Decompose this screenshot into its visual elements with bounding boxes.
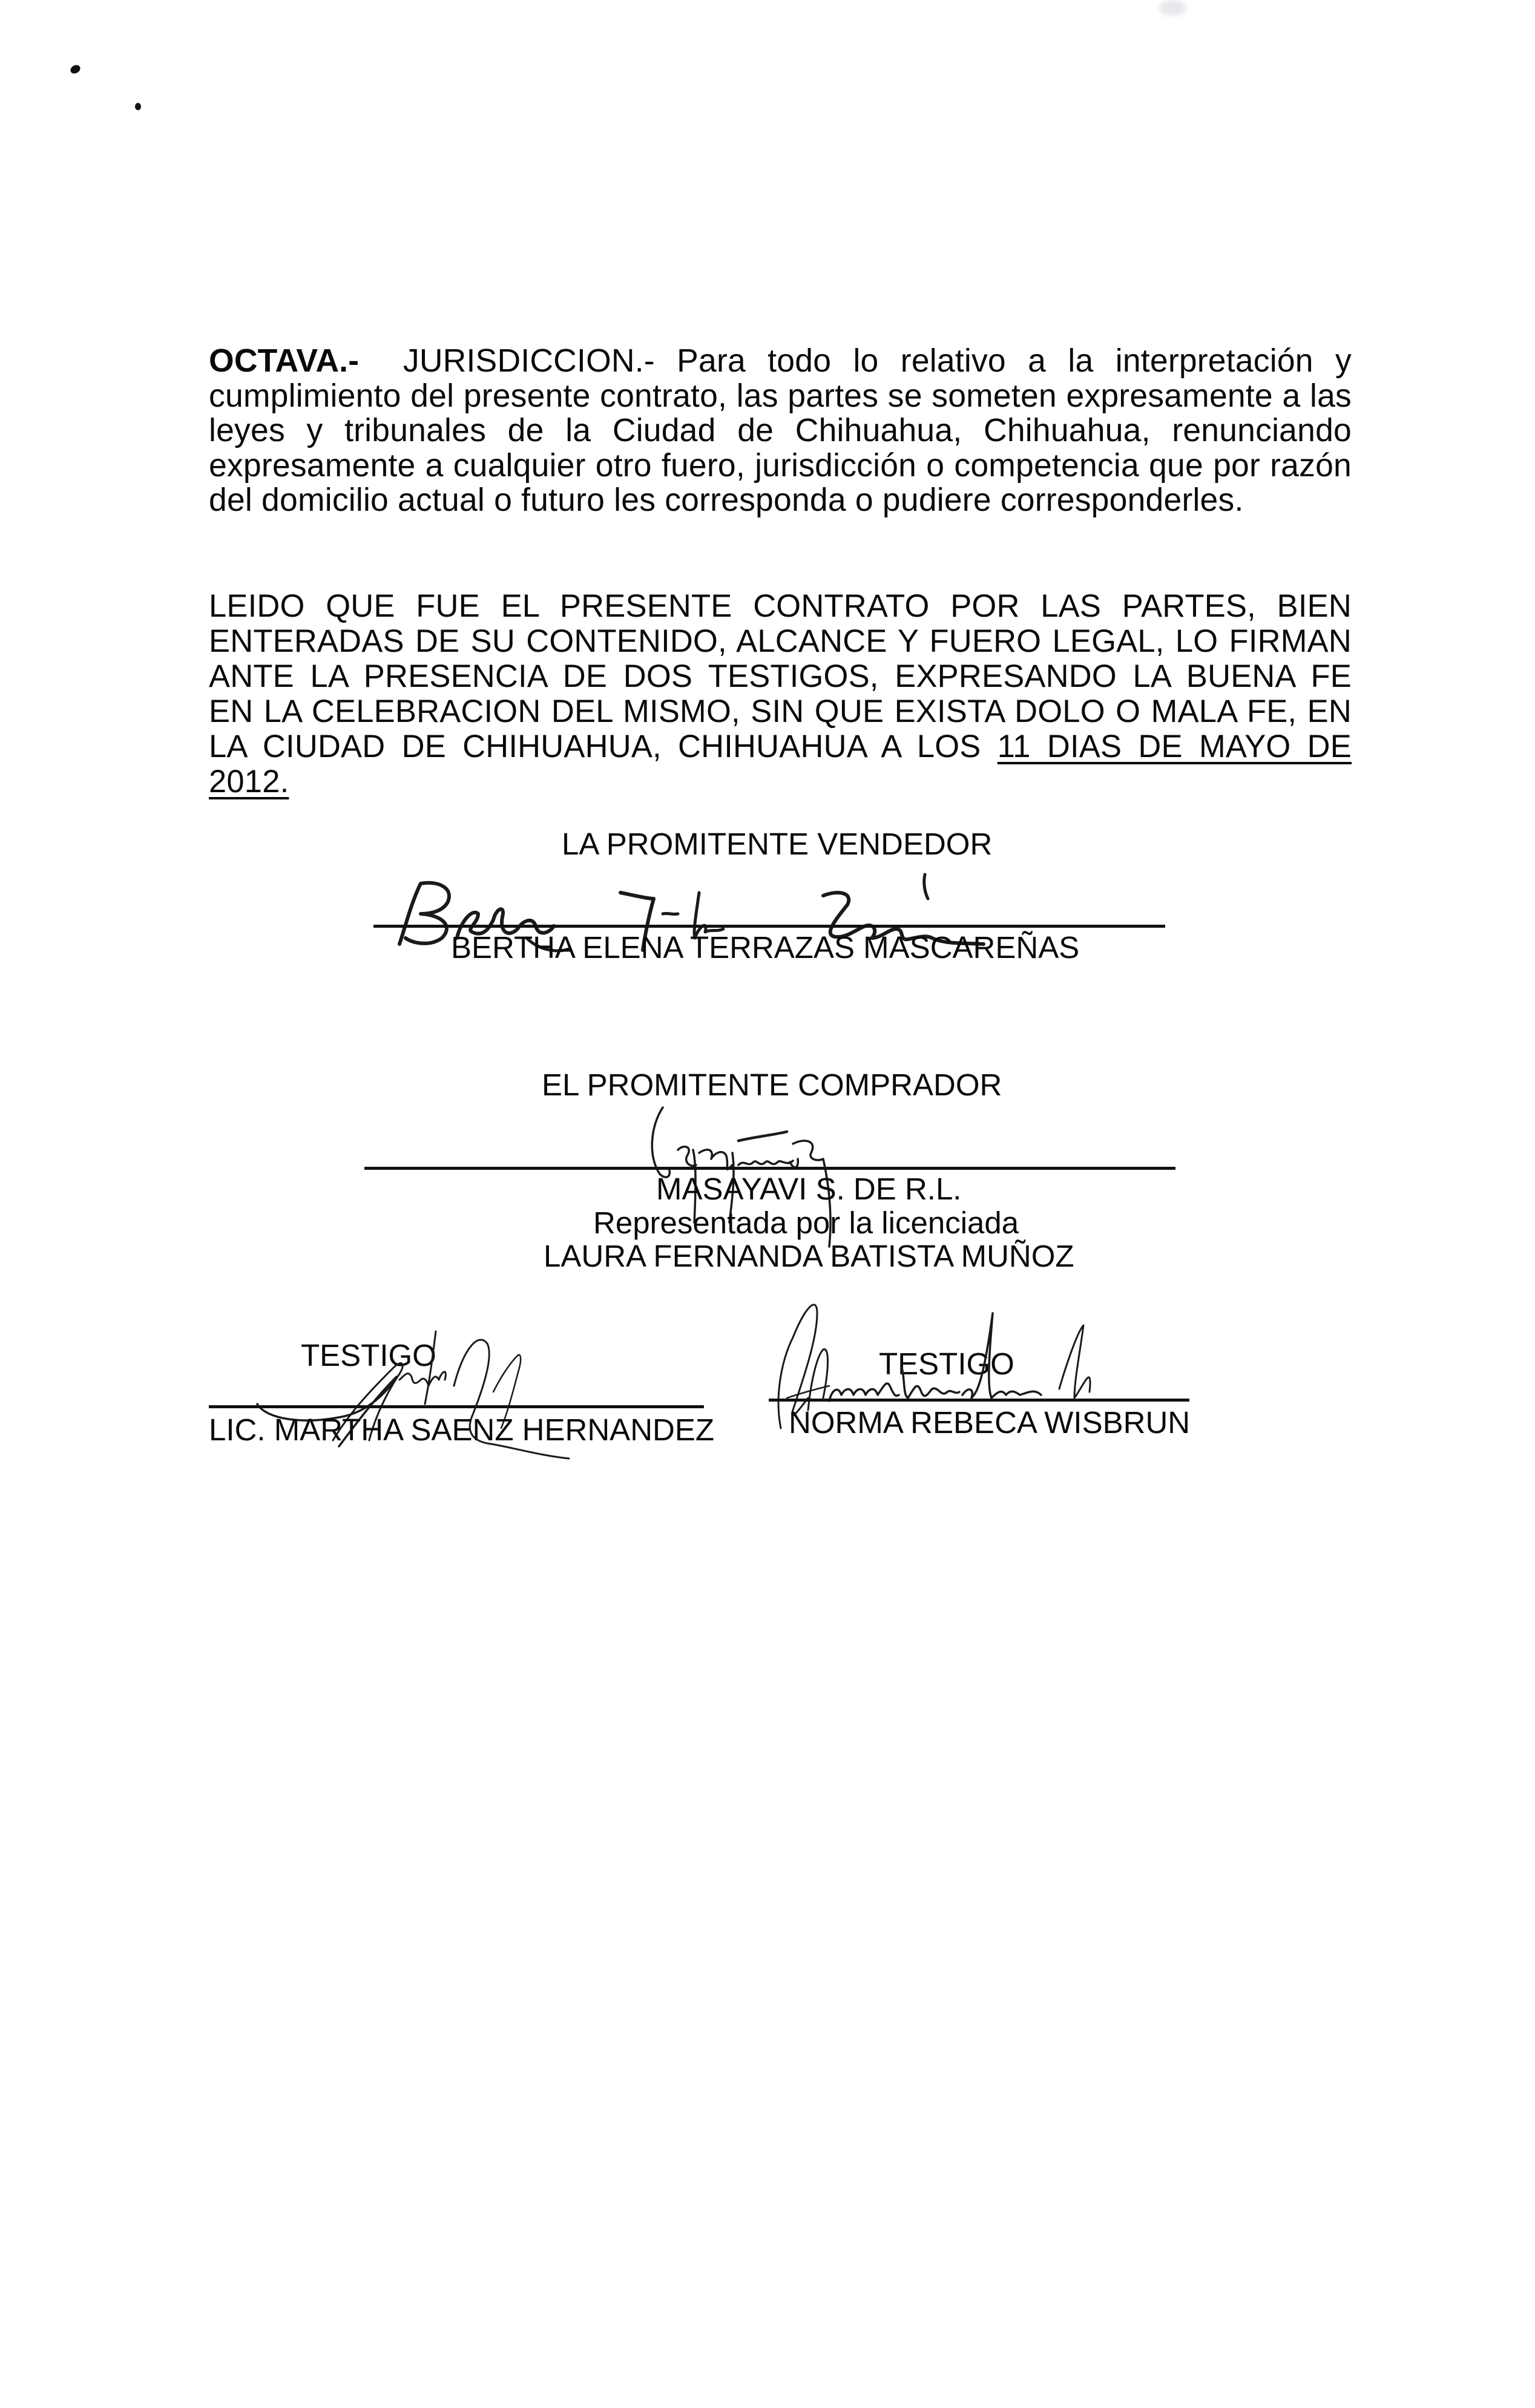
- scan-smudge: [1159, 0, 1186, 16]
- witness-2-name: NORMA REBECA WISBRUN: [789, 1405, 1191, 1440]
- buyer-role: EL PROMITENTE COMPRADOR: [542, 1068, 1002, 1102]
- closing-paragraph: [209, 589, 1352, 799]
- seller-signature-line: [373, 925, 1165, 928]
- scan-speck: [135, 103, 141, 110]
- buyer-represented-by: Representada por la licenciada: [593, 1206, 1019, 1240]
- witness-1-label: TESTIGO: [301, 1338, 436, 1373]
- closing-text: LEIDO QUE FUE EL PRESENTE CONTRATO POR LAS PARTES, BIEN ENTERADAS DE SU CONTENIDO, ALCANCE Y FUERO LEGAL, LO FIRMAN ANTE LA PRESENCIA DE DOS TESTIGOS, EXPRESANDO LA BUENA FE EN LA CELEBRACION DEL MISMO, SIN QUE EXISTA DOLO O MALA FE, EN LA CIUDAD DE CHIHUAHUA, CHIHUAHUA A LOS: [209, 588, 1352, 764]
- clause-subheading: JURISDICCION.-: [403, 343, 655, 379]
- witness-2-label: TESTIGO: [879, 1347, 1014, 1381]
- clause-paragraph: [209, 344, 1352, 518]
- buyer-signature-line: [364, 1167, 1175, 1170]
- clause-heading: OCTAVA.-: [209, 343, 360, 379]
- seller-name: BERTHA ELENA TERRAZAS MASCAREÑAS: [451, 930, 1080, 965]
- buyer-representative: LAURA FERNANDA BATISTA MUÑOZ: [544, 1239, 1074, 1273]
- clause-body: Para todo lo relativo a la interpretación y cumplimiento del presente contrato, las partes se someten expresamente a las leyes y tribunales de la Ciudad de Chihuahua, Chihuahua, renunciando expresamente a cualquier otro fuero, jurisdicción o competencia que por razón del domicilio actual o futuro les corresponda o pudiere corresponderles.: [209, 343, 1352, 518]
- scan-speck: [69, 64, 82, 76]
- buyer-name: MASAYAVI S. DE R.L.: [656, 1172, 962, 1206]
- seller-role: LA PROMITENTE VENDEDOR: [562, 827, 993, 861]
- witness-1-signature-line: [209, 1405, 704, 1408]
- witness-2-signature-line: [769, 1399, 1189, 1402]
- witness-1-name: LIC. MARTHA SAENZ HERNANDEZ: [209, 1412, 715, 1447]
- closing-date: 11 DIAS DE MAYO DE 2012.: [209, 729, 1352, 799]
